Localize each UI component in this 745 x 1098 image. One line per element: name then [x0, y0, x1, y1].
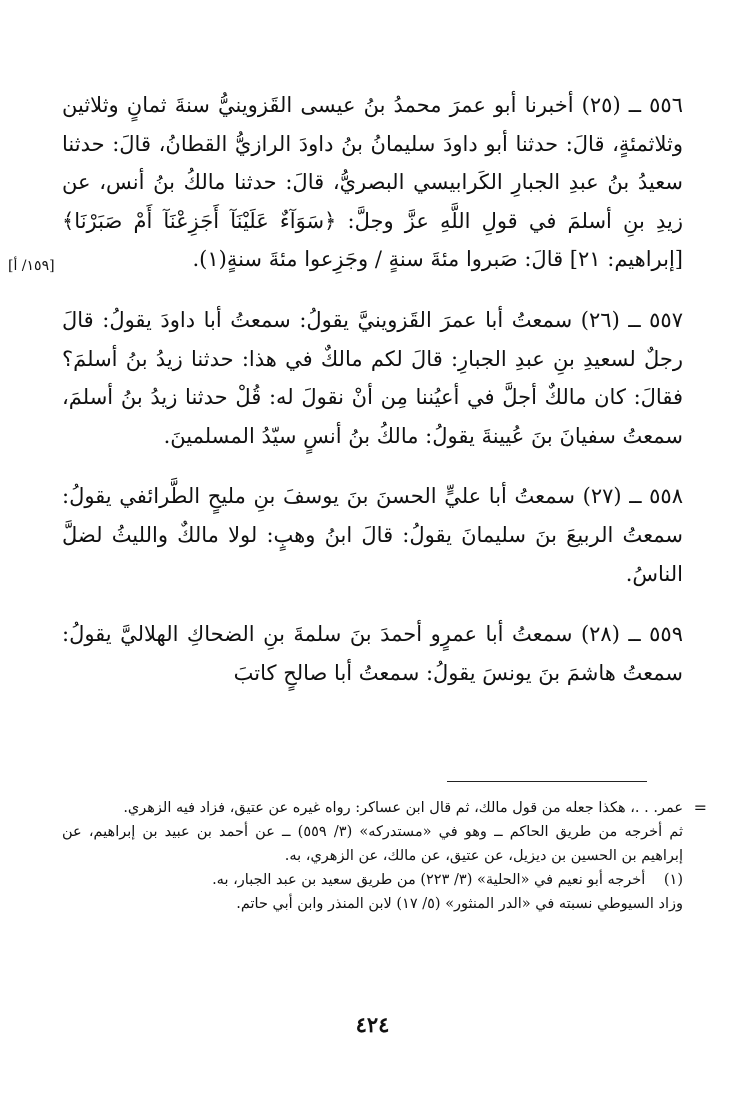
footnote-1-number: (١)	[663, 872, 683, 888]
main-text	[62, 86, 683, 692]
paragraph-557: ٥٥٧ ــ (٢٦) سمعتُ أبا عمرَ القَزوينيَّ يقولُ: سمعتُ أبا داودَ يقولُ: قالَ رجلٌ لسعيدِ بنِ عبدِ الجبارِ: قالَ لكم مالكٌ في هذا: حدثنا زيدُ بنُ أسلمَ؟ فقالَ: كان مالكٌ أجلَّ في أعيُننا مِن أنْ نقولَ له: قُلْ حدثنا زيدُ بنُ أسلمَ، سمعتُ سفيانَ بنَ عُيينةَ يقولُ: مالكُ بنُ أنسٍ سيّدُ المسلمينَ.	[62, 307, 683, 448]
footnote-1-text: أخرجه أبو نعيم في «الحلية» (٣/ ٢٢٣) من طريق سعيد بن عبد الجبار، به.	[212, 872, 646, 888]
footnote-1-addition: وزاد السيوطي نسبته في «الدر المنثور» (٥/ ١٧) لابن المنذر وابن أبي حاتم.	[236, 896, 683, 912]
paragraph-559: ٥٥٩ ــ (٢٨) سمعتُ أبا عمرٍو أحمدَ بنَ سلمةَ بنِ الضحاكِ الهلاليَّ يقولُ: سمعتُ هاشمَ بنَ يونسَ يقولُ: سمعتُ أبا صالحٍ كاتبَ	[62, 622, 683, 685]
manuscript-folio-note: [١٥٩/ أ]	[8, 258, 55, 274]
footnote-continuation	[62, 796, 707, 820]
footnotes	[62, 796, 707, 916]
footnote-continuation-text: عمر. . .، هكذا جعله من قول مالك، ثم قال ابن عساكر: رواه غيره عن عتيق، فزاد فيه الزهري.	[123, 800, 683, 816]
footnote-continuation-2: ثم أخرجه من طريق الحاكم ــ وهو في «مستدركه» (٣/ ٥٥٩) ــ عن أحمد بن عبيد بن إبراهيم، عن إبراهيم بن الحسين بن ديزيل، عن عتيق، عن مالك، عن الزهري، به.	[62, 824, 684, 864]
paragraph-556: ٥٥٦ ــ (٢٥) أخبرنا أبو عمرَ محمدُ بنُ عيسى القَزوينيُّ سنةَ ثمانٍ وثلاثين وثلاثمئةٍ، قالَ: حدثنا أبو داودَ سليمانُ بنُ داودَ الرازيُّ القطانُ، قالَ: حدثنا سعيدُ بنُ عبدِ الجبارِ الكَرابيسي البصريُّ، قالَ: حدثنا مالكُ بنُ أنس، عن زيدِ بنِ أسلمَ في قولِ اللَّهِ عزَّ وجلَّ: ﴿سَوَآءٌ عَلَيْنَآ أَجَزِعْنَآ أَمْ صَبَرْنَا﴾ [إبراهيم: ٢١] قالَ: صَبروا مئةَ سنةٍ / وجَزِعوا مئةَ سنةٍ(١).	[62, 93, 683, 272]
footnote-divider	[447, 781, 647, 782]
page-number: ٤٢٤	[355, 1012, 390, 1037]
footnote-1	[62, 868, 683, 892]
continuation-mark: =	[693, 798, 707, 817]
paragraph-558: ٥٥٨ ــ (٢٧) سمعتُ أبا عليٍّ الحسنَ بنَ يوسفَ بنِ مليحٍ الطَّرائفي يقولُ: سمعتُ الربيعَ بنَ سليمانَ يقولُ: قالَ ابنُ وهبٍ: لولا مالكٌ والليثُ لضلَّ الناسُ.	[62, 484, 683, 586]
